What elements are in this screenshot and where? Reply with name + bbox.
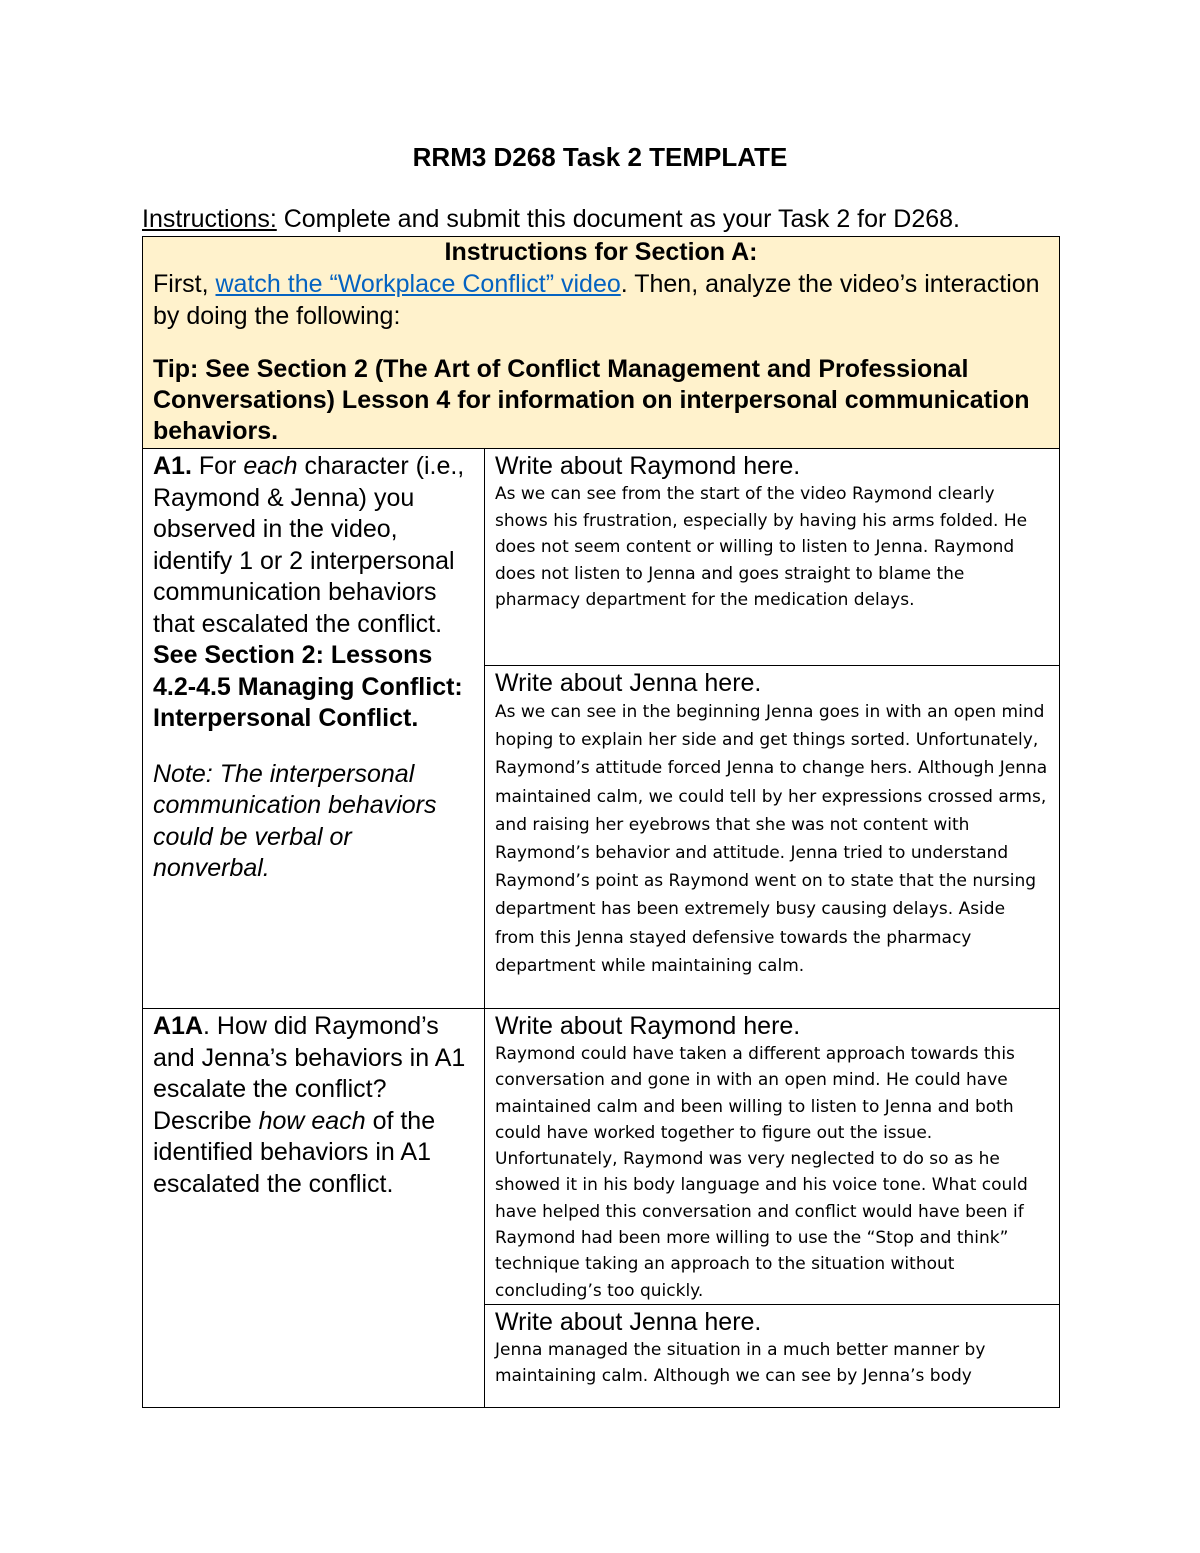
a1-text-1: For	[191, 452, 244, 480]
a1a-label: A1A	[153, 1012, 204, 1040]
a1a-jenna-heading: Write about Jenna here.	[495, 1307, 762, 1336]
workplace-conflict-video-link[interactable]: watch the “Workplace Conflict” video	[215, 270, 621, 298]
a1a-text-1: . How did Raymond’s and Jenna’s behaviors in A1 escalate the conflict? Describe	[153, 1012, 466, 1135]
a1a-prompt	[153, 1011, 474, 1200]
section-a-header-row	[143, 237, 1060, 449]
a1-jenna-heading: Write about Jenna here.	[495, 669, 762, 697]
first-prefix: First,	[153, 270, 216, 298]
a1a-raymond-heading: Write about Raymond here.	[495, 1012, 801, 1040]
a1-jenna-answer[interactable]: As we can see in the beginning Jenna goes in with an open mind hoping to explain her side and get things sorted. Unfortunately, Raymond’s attitude forced Jenna to change hers. Although Jenna maintained calm, we could tell by her expressions crossed arms, and raising her eyebrows that she was not content with Raymond’s behavior and attitude. Jenna tried to understand Raymond’s point as Raymond went on to state that the nursing department has been extremely busy causing delays. Aside from this Jenna stayed defensive towards the pharmacy department while maintaining calm.	[495, 702, 1048, 976]
a1-text-2: character (i.e., Raymond & Jenna) you observed in the video, identify 1 or 2 interpersonal communication behaviors that escalated the conflict.	[153, 452, 465, 638]
instructions-line	[142, 205, 960, 234]
a1-see-section: See Section 2: Lessons 4.2-4.5 Managing Conflict: Interpersonal Conflict.	[153, 641, 463, 732]
a1-emphasis: each	[243, 452, 298, 480]
page-title: RRM3 D268 Task 2 TEMPLATE	[412, 142, 788, 172]
a1a-jenna-answer[interactable]: Jenna managed the situation in a much better manner by maintaining calm. Although we can see by Jenna’s body	[495, 1339, 986, 1387]
a1-prompt	[153, 451, 474, 640]
instructions-label: Instructions:	[142, 205, 277, 233]
a1a-raymond-cell[interactable]	[485, 1009, 1060, 1305]
a1-note: Note: The interpersonal communication behaviors could be verbal or nonverbal.	[153, 759, 437, 882]
a1-jenna-cell[interactable]	[485, 666, 1060, 1009]
a1-row-raymond	[143, 449, 1060, 666]
a1a-prompt-cell	[143, 1009, 485, 1408]
section-a-tip: Tip: See Section 2 (The Art of Conflict Management and Professional Conversations) Lesson 4 for information on interpersonal communication behaviors.	[153, 355, 1030, 445]
a1-prompt-cell	[143, 449, 485, 1009]
a1-raymond-heading: Write about Raymond here.	[495, 452, 801, 480]
instructions-text: Complete and submit this document as your Task 2 for D268.	[276, 205, 960, 233]
template-table	[142, 236, 1060, 1408]
section-a-title: Instructions for Section A:	[444, 238, 758, 266]
a1-label: A1.	[153, 452, 192, 480]
a1a-jenna-cell[interactable]	[485, 1304, 1060, 1407]
section-a-instructions	[153, 268, 1049, 332]
section-a-header	[143, 237, 1060, 449]
a1-raymond-cell[interactable]	[485, 449, 1060, 666]
a1a-emphasis: how each	[258, 1106, 366, 1135]
first-suffix: . Then, analyze the video’s interaction by doing the following:	[153, 270, 1040, 330]
a1-raymond-answer[interactable]: As we can see from the start of the video Raymond clearly shows his frustration, especially by having his arms folded. He does not seem content or willing to listen to Jenna. Raymond does not listen to Jenna and goes straight to blame the pharmacy department for the medication delays.	[495, 484, 1028, 610]
a1a-row-raymond	[143, 1009, 1060, 1305]
a1a-text-2: of the identified behaviors in A1 escalated the conflict.	[153, 1106, 436, 1198]
a1a-raymond-answer[interactable]: Raymond could have taken a different approach towards this conversation and gone in with an open mind. He could have maintained calm and been willing to listen to Jenna and both could have worked together to figure out the issue. Unfortunately, Raymond was very neglected to do so as he showed it in his body language and his voice tone. What could have helped this conversation and conflict would have been if Raymond had been more willing to use the “Stop and think” technique taking an approach to the situation without concluding’s too quickly.	[495, 1044, 1028, 1301]
